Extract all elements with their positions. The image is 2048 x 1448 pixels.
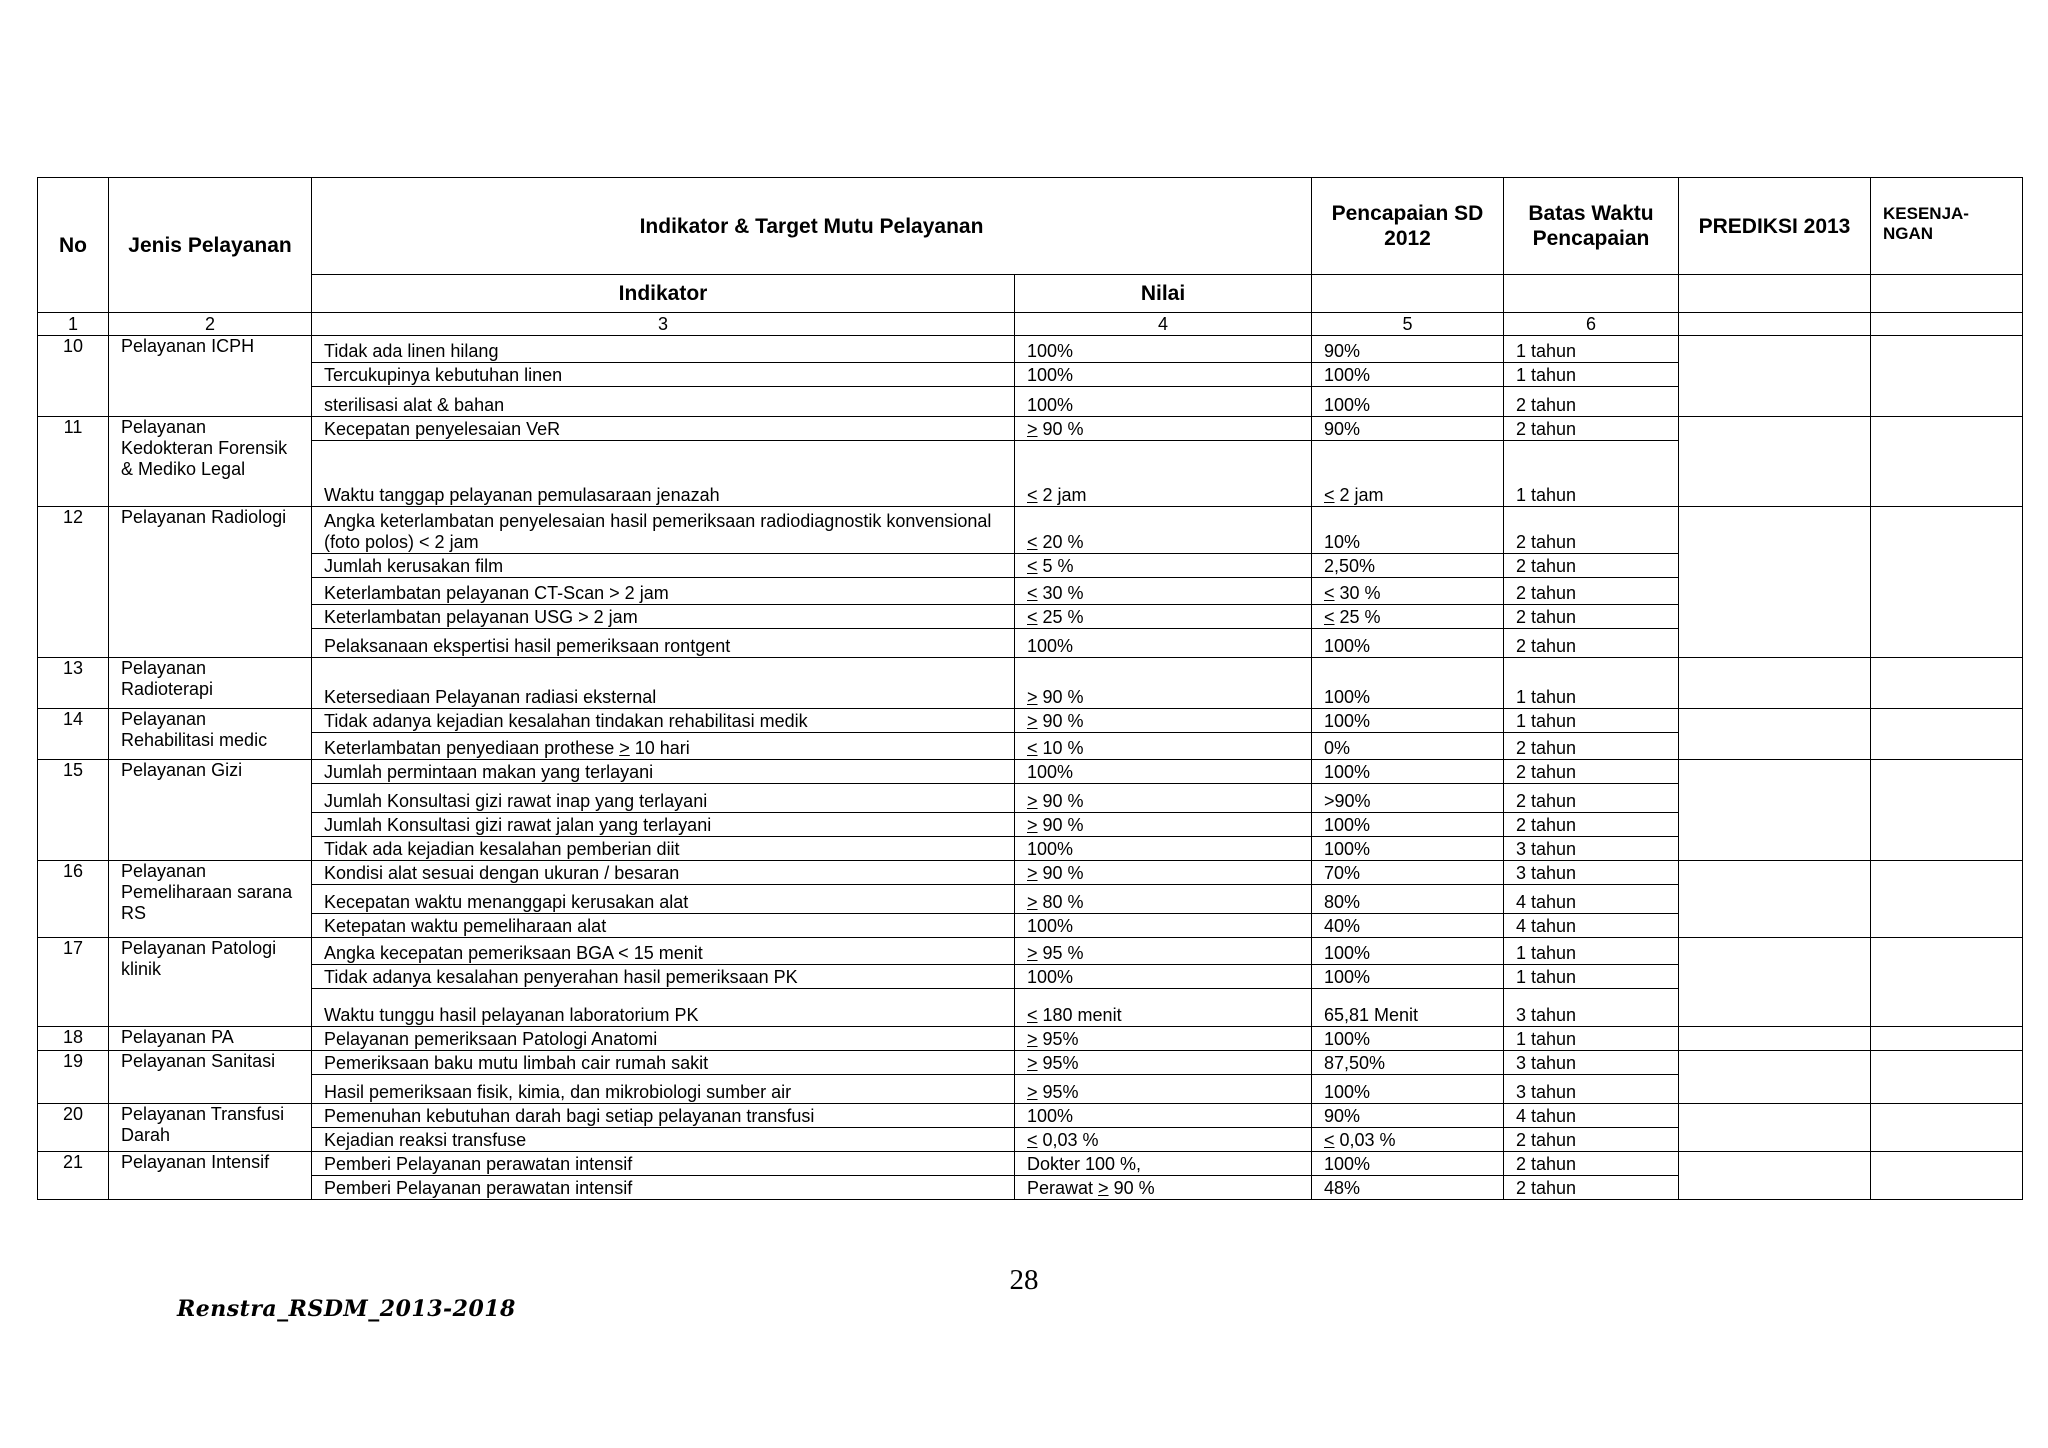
pencapaian-cell: 100%	[1312, 837, 1504, 861]
indikator-cell: Pelaksanaan ekspertisi hasil pemeriksaan rontgent	[312, 629, 1015, 658]
batas-waktu-cell: 1 tahun	[1504, 363, 1679, 387]
column-number: 2	[109, 313, 312, 336]
header-empty-cell	[1312, 275, 1504, 313]
row-number: 17	[38, 938, 109, 1027]
table-row	[38, 709, 2023, 733]
header-indikator-target: Indikator & Target Mutu Pelayanan	[312, 178, 1312, 275]
nilai-cell: 100%	[1015, 363, 1312, 387]
indikator-cell: Angka kecepatan pemeriksaan BGA < 15 menit	[312, 938, 1015, 965]
pencapaian-cell: 40%	[1312, 914, 1504, 938]
service-name: Pelayanan Gizi	[109, 760, 312, 861]
column-number	[1679, 313, 1871, 336]
header-jenis-pelayanan: Jenis Pelayanan	[109, 178, 312, 313]
prediksi-cell	[1679, 658, 1871, 709]
nilai-cell: 100%	[1015, 965, 1312, 989]
nilai-cell: > 95%	[1015, 1075, 1312, 1104]
service-name: Pelayanan Kedokteran Forensik & Mediko Legal	[109, 417, 312, 507]
pencapaian-cell: 100%	[1312, 658, 1504, 709]
kesenjangan-cell	[1871, 507, 2023, 658]
prediksi-cell	[1679, 1104, 1871, 1152]
document-footer: Renstra_RSDM_2013-2018	[177, 1296, 516, 1322]
table-row	[38, 658, 2023, 709]
prediksi-cell	[1679, 1152, 1871, 1200]
service-name: Pelayanan Radioterapi	[109, 658, 312, 709]
nilai-cell: > 90 %	[1015, 813, 1312, 837]
indikator-cell: Pemberi Pelayanan perawatan intensif	[312, 1176, 1015, 1200]
batas-waktu-cell: 1 tahun	[1504, 1027, 1679, 1051]
row-number: 19	[38, 1051, 109, 1104]
header-indikator: Indikator	[312, 275, 1015, 313]
batas-waktu-cell: 2 tahun	[1504, 1128, 1679, 1152]
pencapaian-cell: 100%	[1312, 387, 1504, 417]
indikator-cell: Pemeriksaan baku mutu limbah cair rumah sakit	[312, 1051, 1015, 1075]
nilai-cell: > 90 %	[1015, 784, 1312, 813]
batas-waktu-cell: 2 tahun	[1504, 387, 1679, 417]
indikator-cell: Tidak ada kejadian kesalahan pemberian diit	[312, 837, 1015, 861]
prediksi-cell	[1679, 1027, 1871, 1051]
indikator-cell: Kecepatan penyelesaian VeR	[312, 417, 1015, 441]
kesenjangan-cell	[1871, 1027, 2023, 1051]
nilai-cell: 100%	[1015, 760, 1312, 784]
nilai-cell: < 0,03 %	[1015, 1128, 1312, 1152]
indikator-cell: Kejadian reaksi transfuse	[312, 1128, 1015, 1152]
indikator-cell: Hasil pemeriksaan fisik, kimia, dan mikrobiologi sumber air	[312, 1075, 1015, 1104]
header-no: No	[38, 178, 109, 313]
kesenjangan-cell	[1871, 1104, 2023, 1152]
nilai-cell: 100%	[1015, 914, 1312, 938]
batas-waktu-cell: 2 tahun	[1504, 813, 1679, 837]
pencapaian-cell: < 0,03 %	[1312, 1128, 1504, 1152]
indikator-cell: Tercukupinya kebutuhan linen	[312, 363, 1015, 387]
pencapaian-cell: 100%	[1312, 709, 1504, 733]
indikator-cell: Tidak adanya kejadian kesalahan tindakan rehabilitasi medik	[312, 709, 1015, 733]
indikator-cell: Jumlah Konsultasi gizi rawat jalan yang terlayani	[312, 813, 1015, 837]
pencapaian-cell: 2,50%	[1312, 554, 1504, 578]
nilai-cell: < 10 %	[1015, 733, 1312, 760]
prediksi-cell	[1679, 507, 1871, 658]
pencapaian-cell: 90%	[1312, 1104, 1504, 1128]
nilai-cell: < 20 %	[1015, 507, 1312, 554]
batas-waktu-cell: 3 tahun	[1504, 837, 1679, 861]
batas-waktu-cell: 4 tahun	[1504, 885, 1679, 914]
indikator-cell: Tidak ada linen hilang	[312, 336, 1015, 363]
batas-waktu-cell: 1 tahun	[1504, 658, 1679, 709]
pencapaian-cell: 10%	[1312, 507, 1504, 554]
prediksi-cell	[1679, 861, 1871, 938]
batas-waktu-cell: 2 tahun	[1504, 507, 1679, 554]
table-row	[38, 861, 2023, 885]
kesenjangan-cell	[1871, 1152, 2023, 1200]
header-pencapaian: Pencapaian SD 2012	[1312, 178, 1504, 275]
row-number: 14	[38, 709, 109, 760]
pencapaian-cell: 90%	[1312, 417, 1504, 441]
batas-waktu-cell: 1 tahun	[1504, 938, 1679, 965]
indikator-cell: Angka keterlambatan penyelesaian hasil pemeriksaan radiodiagnostik konvensional (foto polos) < 2 jam	[312, 507, 1015, 554]
table-row	[38, 1152, 2023, 1176]
batas-waktu-cell: 3 tahun	[1504, 1051, 1679, 1075]
nilai-cell: > 90 %	[1015, 861, 1312, 885]
header-empty-cell	[1504, 275, 1679, 313]
header-empty-cell	[1871, 275, 2023, 313]
batas-waktu-cell: 4 tahun	[1504, 1104, 1679, 1128]
batas-waktu-cell: 2 tahun	[1504, 1176, 1679, 1200]
row-number: 18	[38, 1027, 109, 1051]
header-nilai: Nilai	[1015, 275, 1312, 313]
header-kesenjangan: KESENJA-NGAN	[1871, 178, 2023, 275]
nilai-cell: Perawat > 90 %	[1015, 1176, 1312, 1200]
pencapaian-cell: 100%	[1312, 1152, 1504, 1176]
nilai-cell: > 95 %	[1015, 938, 1312, 965]
pencapaian-cell: 100%	[1312, 965, 1504, 989]
indikator-cell: Tidak adanya kesalahan penyerahan hasil pemeriksaan PK	[312, 965, 1015, 989]
row-number: 16	[38, 861, 109, 938]
kesenjangan-cell	[1871, 938, 2023, 1027]
row-number: 20	[38, 1104, 109, 1152]
nilai-cell: 100%	[1015, 387, 1312, 417]
indikator-cell: Keterlambatan penyediaan prothese > 10 hari	[312, 733, 1015, 760]
indikator-cell: Pemenuhan kebutuhan darah bagi setiap pelayanan transfusi	[312, 1104, 1015, 1128]
indikator-cell: Kecepatan waktu menanggapi kerusakan alat	[312, 885, 1015, 914]
column-number: 5	[1312, 313, 1504, 336]
header-prediksi: PREDIKSI 2013	[1679, 178, 1871, 275]
nilai-cell: < 30 %	[1015, 578, 1312, 605]
row-number: 13	[38, 658, 109, 709]
kesenjangan-cell	[1871, 336, 2023, 417]
indikator-cell: Jumlah permintaan makan yang terlayani	[312, 760, 1015, 784]
batas-waktu-cell: 4 tahun	[1504, 914, 1679, 938]
service-name: Pelayanan Rehabilitasi medic	[109, 709, 312, 760]
prediksi-cell	[1679, 1051, 1871, 1104]
batas-waktu-cell: 2 tahun	[1504, 554, 1679, 578]
kesenjangan-cell	[1871, 760, 2023, 861]
nilai-cell: > 80 %	[1015, 885, 1312, 914]
service-name: Pelayanan Patologi klinik	[109, 938, 312, 1027]
pencapaian-cell: 100%	[1312, 760, 1504, 784]
pencapaian-cell: 48%	[1312, 1176, 1504, 1200]
nilai-cell: > 95%	[1015, 1027, 1312, 1051]
row-number: 10	[38, 336, 109, 417]
batas-waktu-cell: 2 tahun	[1504, 1152, 1679, 1176]
pencapaian-cell: < 2 jam	[1312, 441, 1504, 507]
prediksi-cell	[1679, 938, 1871, 1027]
nilai-cell: > 95%	[1015, 1051, 1312, 1075]
row-number: 15	[38, 760, 109, 861]
batas-waktu-cell: 2 tahun	[1504, 760, 1679, 784]
batas-waktu-cell: 1 tahun	[1504, 336, 1679, 363]
batas-waktu-cell: 3 tahun	[1504, 989, 1679, 1027]
kesenjangan-cell	[1871, 417, 2023, 507]
pencapaian-cell: 65,81 Menit	[1312, 989, 1504, 1027]
batas-waktu-cell: 1 tahun	[1504, 441, 1679, 507]
batas-waktu-cell: 2 tahun	[1504, 784, 1679, 813]
pencapaian-cell: 0%	[1312, 733, 1504, 760]
table-row	[38, 1051, 2023, 1075]
nilai-cell: > 90 %	[1015, 658, 1312, 709]
pencapaian-cell: 100%	[1312, 629, 1504, 658]
nilai-cell: 100%	[1015, 1104, 1312, 1128]
indikator-cell: Keterlambatan pelayanan CT-Scan > 2 jam	[312, 578, 1015, 605]
nilai-cell: 100%	[1015, 336, 1312, 363]
nilai-cell: < 2 jam	[1015, 441, 1312, 507]
pencapaian-cell: 100%	[1312, 363, 1504, 387]
batas-waktu-cell: 2 tahun	[1504, 629, 1679, 658]
column-number: 6	[1504, 313, 1679, 336]
indikator-cell: Waktu tunggu hasil pelayanan laboratorium PK	[312, 989, 1015, 1027]
batas-waktu-cell: 2 tahun	[1504, 733, 1679, 760]
column-number-row	[38, 313, 2023, 336]
service-name: Pelayanan Intensif	[109, 1152, 312, 1200]
batas-waktu-cell: 2 tahun	[1504, 578, 1679, 605]
nilai-cell: < 180 menit	[1015, 989, 1312, 1027]
indikator-cell: Ketersediaan Pelayanan radiasi eksternal	[312, 658, 1015, 709]
nilai-cell: 100%	[1015, 629, 1312, 658]
column-number: 4	[1015, 313, 1312, 336]
nilai-cell: < 5 %	[1015, 554, 1312, 578]
pencapaian-cell: < 25 %	[1312, 605, 1504, 629]
header-batas-waktu: Batas Waktu Pencapaian	[1504, 178, 1679, 275]
service-name: Pelayanan Radiologi	[109, 507, 312, 658]
page-number: 28	[1009, 1264, 1039, 1296]
indikator-cell: Pelayanan pemeriksaan Patologi Anatomi	[312, 1027, 1015, 1051]
prediksi-cell	[1679, 760, 1871, 861]
indikator-cell: Ketepatan waktu pemeliharaan alat	[312, 914, 1015, 938]
kesenjangan-cell	[1871, 658, 2023, 709]
indikator-cell: Jumlah Konsultasi gizi rawat inap yang terlayani	[312, 784, 1015, 813]
table-row	[38, 1027, 2023, 1051]
indikator-cell: Pemberi Pelayanan perawatan intensif	[312, 1152, 1015, 1176]
kesenjangan-cell	[1871, 709, 2023, 760]
prediksi-cell	[1679, 417, 1871, 507]
row-number: 12	[38, 507, 109, 658]
nilai-cell: 100%	[1015, 837, 1312, 861]
table-row	[38, 417, 2023, 441]
pencapaian-cell: 100%	[1312, 1027, 1504, 1051]
service-name: Pelayanan Sanitasi	[109, 1051, 312, 1104]
pencapaian-cell: >90%	[1312, 784, 1504, 813]
kesenjangan-cell	[1871, 861, 2023, 938]
header-empty-cell	[1679, 275, 1871, 313]
nilai-cell: Dokter 100 %,	[1015, 1152, 1312, 1176]
table-row	[38, 336, 2023, 363]
indikator-cell: Keterlambatan pelayanan USG > 2 jam	[312, 605, 1015, 629]
pencapaian-cell: 100%	[1312, 938, 1504, 965]
service-name: Pelayanan Transfusi Darah	[109, 1104, 312, 1152]
prediksi-cell	[1679, 336, 1871, 417]
indicator-table	[37, 177, 2023, 1200]
nilai-cell: > 90 %	[1015, 417, 1312, 441]
row-number: 21	[38, 1152, 109, 1200]
service-name: Pelayanan PA	[109, 1027, 312, 1051]
column-number: 3	[312, 313, 1015, 336]
indikator-cell: sterilisasi alat & bahan	[312, 387, 1015, 417]
pencapaian-cell: 100%	[1312, 1075, 1504, 1104]
table-row	[38, 760, 2023, 784]
service-name: Pelayanan ICPH	[109, 336, 312, 417]
batas-waktu-cell: 3 tahun	[1504, 1075, 1679, 1104]
table-row	[38, 507, 2023, 554]
service-name: Pelayanan Pemeliharaan sarana RS	[109, 861, 312, 938]
pencapaian-cell: < 30 %	[1312, 578, 1504, 605]
pencapaian-cell: 90%	[1312, 336, 1504, 363]
nilai-cell: < 25 %	[1015, 605, 1312, 629]
batas-waktu-cell: 1 tahun	[1504, 965, 1679, 989]
indikator-cell: Kondisi alat sesuai dengan ukuran / besaran	[312, 861, 1015, 885]
batas-waktu-cell: 2 tahun	[1504, 605, 1679, 629]
prediksi-cell	[1679, 709, 1871, 760]
nilai-cell: > 90 %	[1015, 709, 1312, 733]
row-number: 11	[38, 417, 109, 507]
pencapaian-cell: 87,50%	[1312, 1051, 1504, 1075]
indikator-cell: Jumlah kerusakan film	[312, 554, 1015, 578]
column-number: 1	[38, 313, 109, 336]
pencapaian-cell: 70%	[1312, 861, 1504, 885]
batas-waktu-cell: 2 tahun	[1504, 417, 1679, 441]
column-number	[1871, 313, 2023, 336]
batas-waktu-cell: 1 tahun	[1504, 709, 1679, 733]
table-row	[38, 1104, 2023, 1128]
pencapaian-cell: 80%	[1312, 885, 1504, 914]
pencapaian-cell: 100%	[1312, 813, 1504, 837]
table-row	[38, 938, 2023, 965]
batas-waktu-cell: 3 tahun	[1504, 861, 1679, 885]
indikator-cell: Waktu tanggap pelayanan pemulasaraan jenazah	[312, 441, 1015, 507]
kesenjangan-cell	[1871, 1051, 2023, 1104]
